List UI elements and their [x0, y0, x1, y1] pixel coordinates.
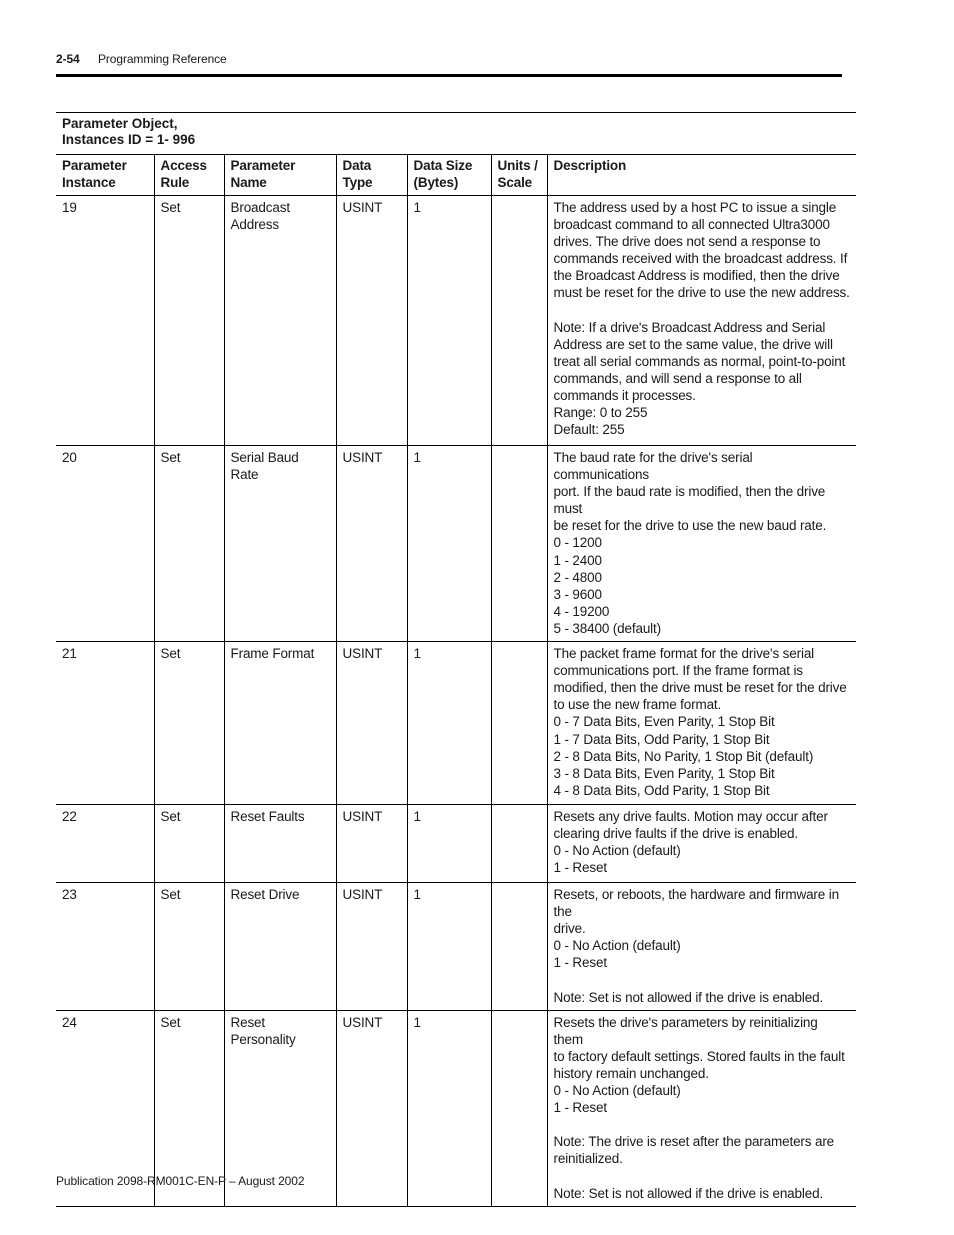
cell-units-scale	[491, 883, 547, 1011]
column-header: Description	[547, 155, 856, 196]
column-header: Units / Scale	[491, 155, 547, 196]
description-line	[554, 1168, 851, 1185]
cell-access-rule: Set	[154, 805, 224, 883]
cell-access-rule: Set	[154, 446, 224, 642]
cell-data-size: 1	[407, 642, 491, 805]
description-line: Address are set to the same value, the drive will	[553, 336, 833, 352]
table-caption	[56, 112, 856, 155]
cell-parameter-instance: 21	[56, 642, 154, 805]
description-line: communications port. If the frame format is	[553, 663, 803, 679]
parameter-name-line: Reset Drive	[230, 887, 300, 903]
description-line: broadcast command to all connected Ultra3000	[553, 217, 830, 233]
cell-data-size: 1	[407, 805, 491, 883]
description-line: reinitialized.	[553, 1151, 623, 1167]
description-line: port. If the baud rate is modified, then the drive must	[553, 484, 829, 517]
description-line: 0 - No Action (default)	[553, 1083, 681, 1099]
cell-access-rule: Set	[154, 1010, 224, 1206]
description-line: 2 - 4800	[553, 569, 602, 585]
table-row	[56, 642, 856, 805]
page-footer: Publication 2098-RM001C-EN-P – August 2002	[56, 1174, 305, 1188]
cell-units-scale	[491, 1010, 547, 1206]
cell-description	[547, 196, 856, 446]
description-line	[554, 302, 851, 319]
cell-data-type: USINT	[336, 1010, 407, 1206]
description-line: Resets the drive's parameters by reinitializing them	[553, 1014, 822, 1047]
cell-units-scale	[491, 196, 547, 446]
cell-access-rule: Set	[154, 196, 224, 446]
table-header-row	[56, 155, 856, 196]
cell-units-scale	[491, 642, 547, 805]
description-line	[554, 972, 851, 989]
description-line: be reset for the drive to use the new baud rate.	[553, 518, 827, 534]
description-line: The address used by a host PC to issue a single	[553, 200, 837, 215]
parameter-table	[56, 155, 856, 1207]
cell-data-type: USINT	[336, 642, 407, 805]
caption-line-2: Instances ID = 1- 996	[62, 132, 196, 147]
cell-data-size: 1	[407, 1010, 491, 1206]
table-row	[56, 196, 856, 446]
cell-data-type: USINT	[336, 196, 407, 446]
table-body	[56, 196, 856, 1207]
description-line: The baud rate for the drive's serial communications	[553, 450, 757, 483]
caption-line-1: Parameter Object,	[62, 116, 178, 131]
section-title: Programming Reference	[98, 52, 227, 66]
description-line: 1 - 2400	[553, 552, 602, 568]
column-header: Data Size (Bytes)	[407, 155, 491, 196]
parameter-name-line: Reset Faults	[230, 809, 305, 825]
description-line: The packet frame format for the drive's serial	[553, 646, 815, 662]
description-line: drives. The drive does not send a response to	[553, 234, 821, 250]
description-line: Note: Set is not allowed if the drive is enabled.	[553, 989, 824, 1005]
cell-description	[547, 805, 856, 883]
parameter-name-line: Reset Personality	[230, 1014, 296, 1047]
description-line: Resets, or reboots, the hardware and firmware in the	[553, 887, 843, 920]
column-header: Data Type	[336, 155, 407, 196]
cell-parameter-instance: 24	[56, 1010, 154, 1206]
description-line: 1 - Reset	[553, 1100, 607, 1116]
parameter-table-container	[56, 112, 856, 1207]
description-line	[554, 1116, 851, 1133]
description-line: must be reset for the drive to use the new address.	[553, 285, 850, 301]
cell-parameter-instance: 20	[56, 446, 154, 642]
column-header: Parameter Instance	[56, 155, 154, 196]
description-line: 5 - 38400 (default)	[553, 620, 661, 636]
parameter-name-line: Address	[230, 217, 279, 233]
cell-description	[547, 642, 856, 805]
description-line: Note: If a drive's Broadcast Address and Serial	[553, 319, 826, 335]
cell-data-type: USINT	[336, 883, 407, 1011]
description-line: Range: 0 to 255	[553, 405, 648, 421]
description-line: 4 - 8 Data Bits, Odd Parity, 1 Stop Bit	[553, 782, 770, 798]
description-line: 4 - 19200	[553, 603, 610, 619]
description-line: 0 - 7 Data Bits, Even Parity, 1 Stop Bit	[553, 714, 775, 730]
cell-units-scale	[491, 446, 547, 642]
description-line: to factory default settings. Stored faults in the fault	[553, 1048, 845, 1064]
description-line: Resets any drive faults. Motion may occur after	[553, 809, 828, 825]
cell-parameter-name	[224, 642, 336, 805]
cell-parameter-name	[224, 196, 336, 446]
cell-access-rule: Set	[154, 883, 224, 1011]
cell-data-size: 1	[407, 196, 491, 446]
description-line: Note: The drive is reset after the parameters are	[553, 1134, 835, 1150]
description-line: 3 - 8 Data Bits, Even Parity, 1 Stop Bit	[553, 765, 775, 781]
table-row	[56, 446, 856, 642]
cell-description	[547, 1010, 856, 1206]
description-line: drive.	[553, 921, 586, 937]
cell-parameter-name	[224, 883, 336, 1011]
description-line: commands, and will send a response to all	[553, 370, 802, 386]
description-line: 0 - No Action (default)	[553, 843, 681, 859]
parameter-name-line: Frame Format	[230, 646, 315, 662]
cell-parameter-instance: 19	[56, 196, 154, 446]
description-line: 1 - 7 Data Bits, Odd Parity, 1 Stop Bit	[553, 731, 770, 747]
cell-units-scale	[491, 805, 547, 883]
description-line: clearing drive faults if the drive is enabled.	[553, 826, 798, 842]
description-line: 0 - 1200	[553, 535, 602, 551]
column-header: Parameter Name	[224, 155, 336, 196]
table-row	[56, 805, 856, 883]
description-line: commands it processes.	[553, 388, 696, 404]
parameter-name-line: Broadcast	[230, 200, 290, 215]
cell-parameter-instance: 23	[56, 883, 154, 1011]
cell-parameter-name	[224, 805, 336, 883]
parameter-name-line: Serial Baud Rate	[230, 450, 303, 483]
description-line: Default: 255	[553, 422, 625, 438]
cell-description	[547, 446, 856, 642]
description-line: 1 - Reset	[553, 955, 607, 971]
cell-data-type: USINT	[336, 446, 407, 642]
description-line: modified, then the drive must be reset for the drive	[553, 680, 847, 696]
header-rule	[56, 74, 842, 77]
description-line: 2 - 8 Data Bits, No Parity, 1 Stop Bit (default)	[553, 748, 814, 764]
description-line: 1 - Reset	[553, 860, 607, 876]
description-line: 0 - No Action (default)	[553, 938, 681, 954]
page-number: 2-54	[56, 52, 80, 66]
description-line: 3 - 9600	[553, 586, 602, 602]
description-line: history remain unchanged.	[553, 1065, 709, 1081]
cell-parameter-name	[224, 446, 336, 642]
cell-data-size: 1	[407, 446, 491, 642]
description-line: Note: Set is not allowed if the drive is enabled.	[553, 1185, 824, 1201]
page-header	[56, 52, 227, 66]
description-line: commands received with the broadcast address. If	[553, 251, 848, 267]
table-row	[56, 883, 856, 1011]
description-line: treat all serial commands as normal, point-to-point	[553, 353, 846, 369]
column-header: Access Rule	[154, 155, 224, 196]
cell-data-size: 1	[407, 883, 491, 1011]
cell-parameter-instance: 22	[56, 805, 154, 883]
description-line: the Broadcast Address is modified, then the drive	[553, 268, 840, 284]
cell-access-rule: Set	[154, 642, 224, 805]
description-line: to use the new frame format.	[553, 697, 722, 713]
cell-description	[547, 883, 856, 1011]
cell-data-type: USINT	[336, 805, 407, 883]
